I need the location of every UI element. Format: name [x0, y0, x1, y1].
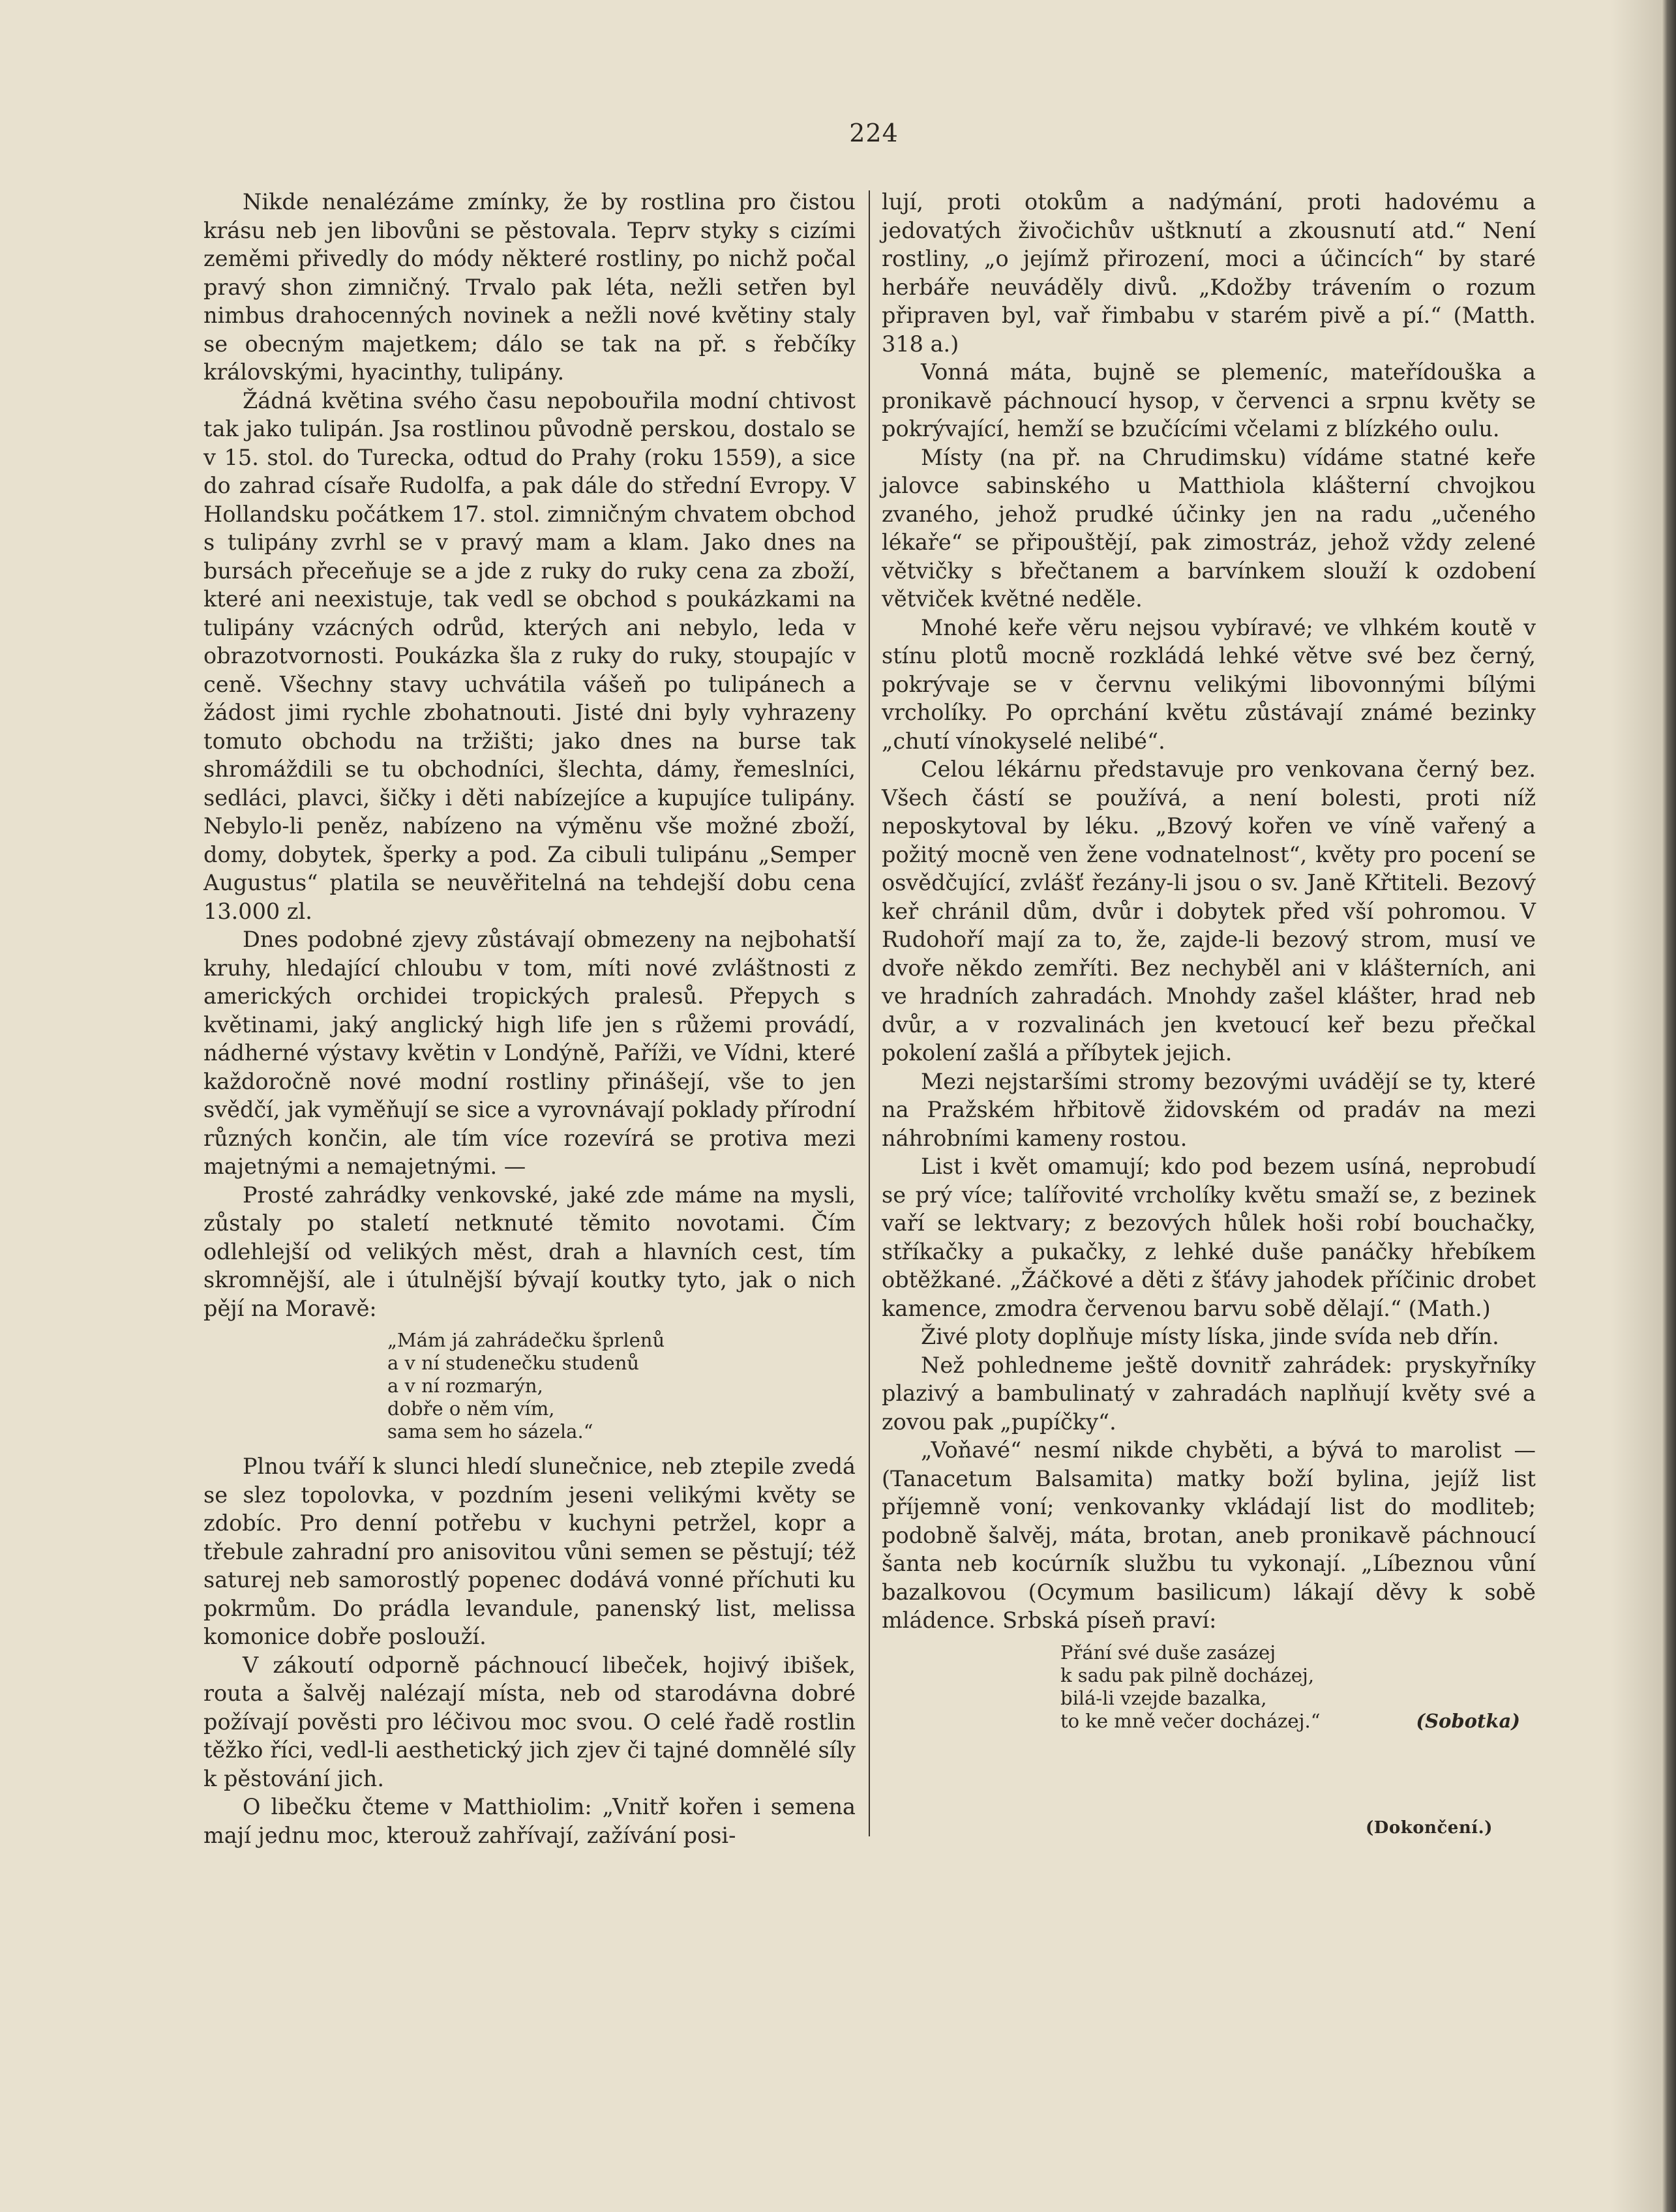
- paragraph: Žádná květina svého času nepobouřila modní chtivost tak jako tulipán. Jsa rostlinou původně perskou, dostalo se v 15. stol. do Turecka, odtud do Prahy (roku 1559), a sice do zahrad císaře Rudolfa, a pak dále do střední Evropy. V Hollandsku počátkem 17. stol. zimničným chvatem obchod s tulipány zvrhl se v pravý mam a klam. Jako dnes na bursách přeceňuje se a jde z ruky do ruky cena za zboží, které ani neexistuje, tak vedl se obchod s poukázkami na tulipány vzácných odrůd, kterých ani nebylo, leda v obrazotvornosti. Poukázka šla z ruky do ruky, stoupajíc v ceně. Všechny stavy uchvátila vášeň po tulipánech a žádost jimi rychle zbohatnouti. Jisté dni byly vyhrazeny tomuto obchodu na tržišti; jako dnes na burse tak shromáždili se tu obchodníci, šlechta, dámy, řemeslníci, sedláci, plavci, šičky i děti nabízejíce a kupujíce tulipány. Nebylo-li peněz, nabízeno na výměnu vše možné zboží, domy, dobytek, šperky a pod. Za cibuli tulipánu „Semper Augustus“ platila se neuvěřitelná na tehdejší dobu cena 13.000 zl.: [203, 387, 856, 924]
- page-edge-shadow: [1611, 0, 1662, 2212]
- poem-line: a v ní rozmarýn,: [387, 1375, 543, 1397]
- conclusion-note: (Dokončení.): [1366, 1818, 1493, 1838]
- poem-line: „Mám já zahrádečku šprlenů: [387, 1329, 665, 1351]
- poem-line: Přání své duše zasázej: [1060, 1641, 1276, 1664]
- right-column: [882, 188, 1536, 1742]
- poem-line: a v ní studenečku studenů: [387, 1352, 640, 1374]
- column-divider: [869, 190, 870, 1836]
- book-spine: [1662, 0, 1676, 2212]
- paragraph: Plnou tváří k slunci hledí slunečnice, neb ztepile zvedá se slez topolovka, v pozdním jeseni velikými květy se zdobíc. Pro denní potřebu v kuchyni petržel, kopr a třebule zahradní pro anisovitou vůni semen se pěstují; též saturej neb samorostlý popenec dodává vonné příchuti ku pokrmům. Do prádla levandule, panenský list, melissa komonice dobře poslouží.: [203, 1454, 856, 1649]
- poem-line-last: [1060, 1710, 1536, 1733]
- paragraph: Mnohé keře věru nejsou vybíravé; ve vlhkém koutě v stínu plotů mocně rozkládá lehké větve své bez černý, pokrývaje se v červnu velikými libovonnými bílými vrcholíky. Po oprchání květu zůstávají známé bezinky „chutí vínokyselé nelibé“.: [882, 614, 1536, 754]
- page-number: 224: [849, 119, 899, 147]
- paragraph: V zákoutí odporně páchnoucí libeček, hojivý ibišek, routa a šalvěj nalézají místa, neb od starodávna dobré požívají pověsti pro léčivou moc svou. O celé řadě rostlin těžko říci, vedl-li aesthetický jich zjev či tajné domnělé síly k pěstování jich.: [203, 1652, 856, 1791]
- paragraph: Dnes podobné zjevy zůstávají obmezeny na nejbohatší kruhy, hledající chloubu v tom, míti nové zvláštnosti z amerických orchidei tropických pralesů. Přepych s květinami, jaký anglický high life jen s růžemi provádí, nádherné výstavy květin v Londýně, Paříži, ve Vídni, které každoročně nové modní rostliny přinášejí, vše to jen svědčí, jak vyměňují se sice a vyrovnávají poklady přírodní různých končin, ale tím více rozevírá se protiva mezi majetnými a nemajetnými. —: [203, 927, 856, 1179]
- paragraph: O libečku čteme v Matthiolim: „Vnitř kořen i semena mají jednu moc, kterouž zahřívají, zažívání posi-: [203, 1794, 856, 1848]
- paragraph: Živé ploty doplňuje místy líska, jinde svída neb dřín.: [921, 1324, 1499, 1349]
- paragraph: Místy (na př. na Chrudimsku) vídáme statné keře jalovce sabinského u Matthiola klášterní chvojkou zvaného, jehož prudké účinky jen na radu „učeného lékaře“ se připouštějí, pak zimostráz, jehož vždy zelené větvičky s břečtanem a barvínkem slouží k ozdobení větviček květné neděle.: [882, 444, 1536, 612]
- poem-line: dobře o něm vím,: [387, 1397, 555, 1420]
- paragraph: „Voňavé“ nesmí nikde chyběti, a bývá to marolist — (Tanacetum Balsamita) matky boží bylina, jejíž list příjemně voní; venkovanky vkládají list do modliteb; podobně šalvěj, máta, brotan, aneb pronikavě páchnoucí šanta neb kocúrník službu tu vykonají. „Líbeznou vůní bazalkovou (Ocymum basilicum) lákají děvy k sobě mládence. Srbská píseň praví:: [882, 1437, 1536, 1633]
- poem-line: bilá-li vzejde bazalka,: [1060, 1686, 1267, 1709]
- paragraph: List i květ omamují; kdo pod bezem usíná, neprobudí se prý více; talířovité vrcholíky květu smaží se, z bezinek vaří se lektvary; z bezových hůlek hoši robí bouchačky, stříkačky a pukačky, z lehké duše panáčky hřebíkem obtěžkané. „Žáčkové a děti z šťávy jahodek příčinic drobet kamence, zmodra červenou barvu sobě dělají.“ (Math.): [882, 1154, 1536, 1321]
- paragraph: Nikde nenalézáme zmínky, že by rostlina pro čistou krásu neb jen libovůni se pěstovala. Teprv styky s cizími zeměmi přivedly do módy některé rostliny, po nichž počal pravý shon zimničný. Trvalo pak léta, nežli setřen byl nimbus drahocenných novinek a nežli nové květiny staly se obecným majetkem; dálo se tak na př. s řebčíky královskými, hyacinthy, tulipány.: [203, 189, 856, 385]
- paragraph: Celou lékárnu představuje pro venkovana černý bez. Všech částí se používá, a není bolesti, proti níž neposkytoval by léku. „Bzový kořen ve víně vařený a požitý mocně ven žene vodnatelnost“, květy pro pocení se osvědčující, zvlášť řezány-li jsou o sv. Janě Křtiteli. Bezový keř chránil dům, dvůr i dobytek před vší pohromou. V Rudohoří mají za to, že, zajde-li bezový strom, musí ve dvoře někdo zemříti. Bez nechyběl ani v klášterních, ani ve hradních zahradách. Mnohdy zašel klášter, hrad neb dvůr, a v rozvalinách jen kvetoucí keř bezu přečkal pokolení zašlá a příbytek jejich.: [882, 756, 1536, 1066]
- poem-attribution: (Sobotka): [1416, 1709, 1520, 1732]
- poem-serbian: [882, 1641, 1536, 1733]
- paragraph: Mezi nejstaršími stromy bezovými uvádějí se ty, které na Pražském hřbitově židovském od pradáv na mezi náhrobními kameny rostou.: [882, 1068, 1536, 1151]
- poem-line: k sadu pak pilně docházej,: [1060, 1664, 1315, 1686]
- paragraph: Než pohledneme ještě dovnitř zahrádek: pryskyřníky plazivý a bambulinatý v zahradách naplňují květy své a zovou pak „pupíčky“.: [882, 1352, 1536, 1435]
- paragraph: Vonná máta, bujně se plemeníc, mateřídouška a pronikavě páchnoucí hysop, v červenci a srpnu květy se pokrývající, hemží se bzučícími včelami z blízkého oulu.: [882, 359, 1536, 441]
- poem-line: to ke mně večer docházej.“: [1060, 1709, 1321, 1732]
- left-column: [203, 188, 856, 1849]
- poem-line: sama sem ho sázela.“: [387, 1420, 593, 1442]
- paragraph: lují, proti otokům a nadýmání, proti hadovému a jedovatých živočichův uštknutí a zkousnutí atd.“ Není rostliny, „o jejímž přirození, moci a účincích“ by staré herbáře neuváděly divů. „Kdožby trávením o rozum připraven byl, vař řimbabu v starém pivě a pí.“ (Matth. 318 a.): [882, 189, 1536, 357]
- poem-moravian: [203, 1329, 856, 1443]
- paragraph: Prosté zahrádky venkovské, jaké zde máme na mysli, zůstaly po staletí netknuté těmito novotami. Čím odlehlejší od velikých měst, drah a hlavních cest, tím skromnější, ale i útulnější bývají koutky tyto, jak o nich pějí na Moravě:: [203, 1182, 856, 1321]
